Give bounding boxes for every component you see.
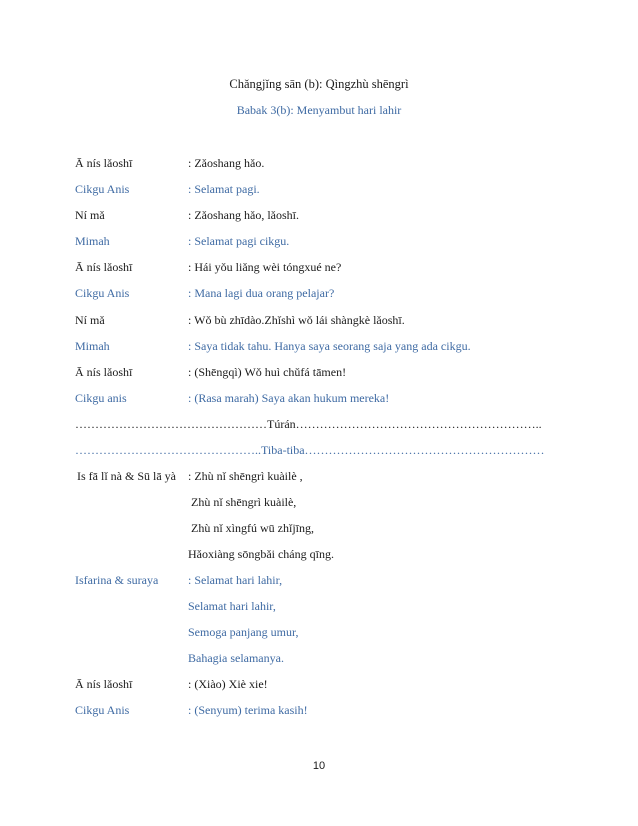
dialogue-line: Semoga panjang umur, — [188, 625, 299, 639]
speaker-name: Ní mǎ — [75, 208, 105, 222]
dialogue-line: : (Xiào) Xiè xie! — [188, 677, 268, 691]
dialogue-line: : Selamat hari lahir, — [188, 573, 283, 587]
dialogue-line: : Selamat pagi. — [188, 182, 260, 196]
dialogue-line: Selamat hari lahir, — [188, 599, 276, 613]
dialogue-line: : Zǎoshang hǎo. — [188, 156, 265, 170]
dialogue-line: : Saya tidak tahu. Hanya saya seorang saja yang ada cikgu. — [188, 339, 471, 353]
speaker-name: Ā nís lǎoshī — [75, 260, 133, 274]
dialogue-line: : (Rasa marah) Saya akan hukum mereka! — [188, 391, 390, 405]
dialogue-line: Zhù nǐ xìngfú wū zhǐjīng, — [188, 521, 314, 535]
speaker-name: Ní mǎ — [75, 313, 105, 327]
scene-title-pinyin: Chǎngjǐng sān (b): Qìngzhù shēngrì — [229, 77, 409, 91]
dialogue-line: : Mana lagi dua orang pelajar? — [188, 286, 335, 300]
dialogue-line: : Selamat pagi cikgu. — [188, 234, 290, 248]
speaker-name: Cikgu anis — [75, 391, 127, 405]
speaker-name: Ā nís lǎoshī — [75, 677, 133, 691]
speaker-name: Mimah — [75, 234, 110, 248]
dialogue-line: : (Shēngqì) Wǒ huì chǔfá tāmen! — [188, 365, 347, 379]
dialogue-line: Bahagia selamanya. — [188, 651, 284, 665]
speaker-name: Cikgu Anis — [75, 286, 130, 300]
separator-malay: ………………………………………..Tiba-tiba…………………………………………………… — [75, 443, 545, 457]
dialogue-line: : Zhù nǐ shēngrì kuàilè , — [188, 469, 303, 483]
dialogue-line: Zhù nǐ shēngrì kuàilè, — [188, 495, 297, 509]
dialogue-line: : Wǒ bù zhīdào.Zhǐshì wǒ lái shàngkè lǎoshī. — [188, 313, 405, 327]
speaker-name: Ā nís lǎoshī — [75, 156, 133, 170]
dialogue-line: : Hái yǒu liǎng wèi tóngxué ne? — [188, 260, 342, 274]
speaker-name: Ā nís lǎoshī — [75, 365, 133, 379]
page-number: 10 — [312, 760, 326, 772]
separator-pinyin: …………………………………………Túrán…………………………………………………….. — [75, 417, 542, 431]
speaker-name: Is fā lǐ nà & Sū lā yà — [77, 469, 176, 483]
speaker-name: Cikgu Anis — [75, 703, 130, 717]
speaker-name: Isfarina & suraya — [75, 573, 159, 587]
speaker-name: Mimah — [75, 339, 110, 353]
speaker-name: Cikgu Anis — [75, 182, 130, 196]
dialogue-line: Hǎoxiàng sōngbǎi cháng qīng. — [188, 547, 334, 561]
dialogue-line: : (Senyum) terima kasih! — [188, 703, 308, 717]
scene-title-malay: Babak 3(b): Menyambut hari lahir — [236, 103, 402, 117]
dialogue-line: : Zǎoshang hǎo, lǎoshī. — [188, 208, 299, 222]
